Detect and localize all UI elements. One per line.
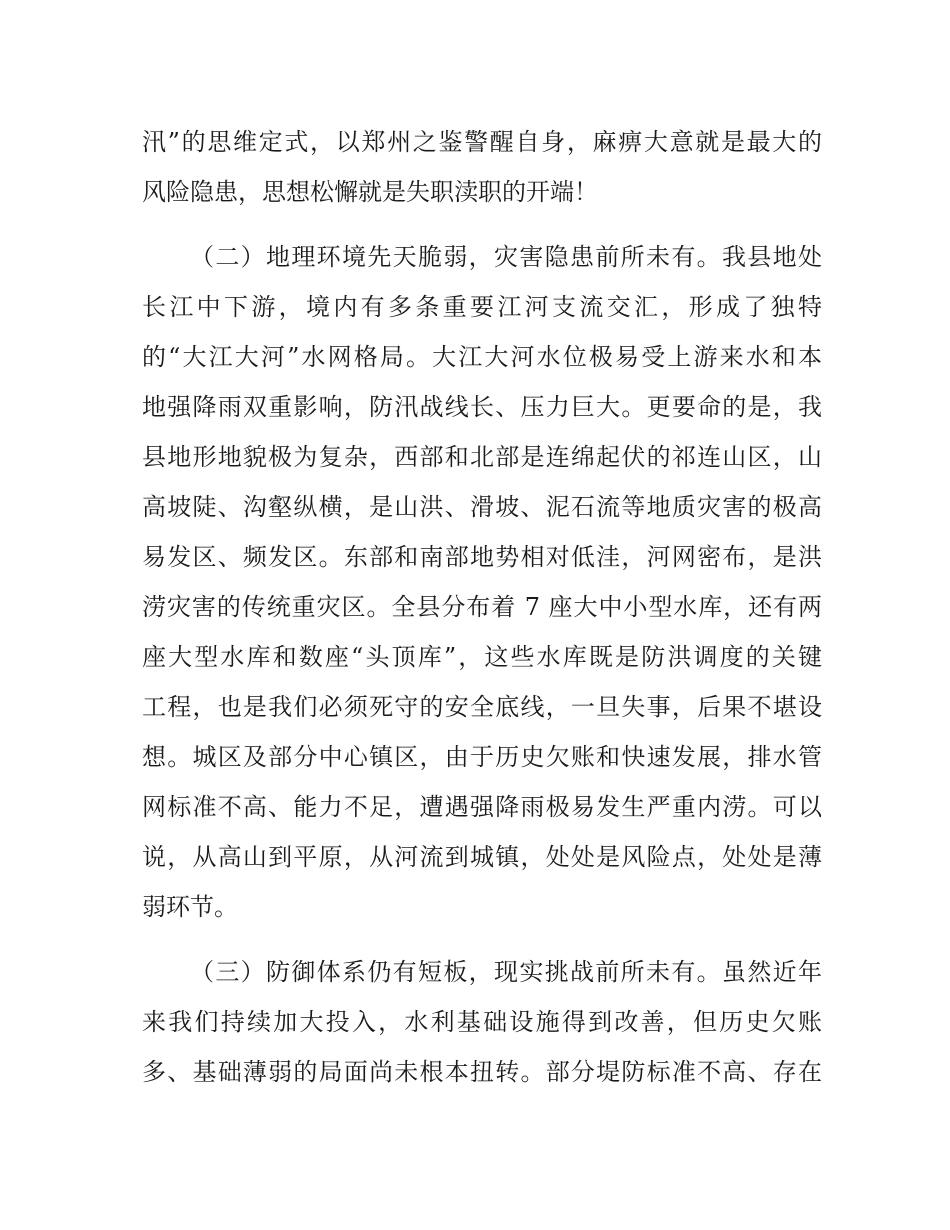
paragraph-line: 长江中下游，境内有多条重要江河支流交汇，形成了独特 [142,293,822,321]
paragraph-line: 说，从高山到平原，从河流到城镇，处处是风险点，处处是薄 [142,843,822,871]
paragraph-line: 涝灾害的传统重灾区。全县分布着 7 座大中小型水库，还有两 [142,593,822,621]
paragraph-line: 风险隐患，思想松懈就是失职渎职的开端！ [142,178,598,206]
paragraph-line: 高坡陡、沟壑纵横，是山洪、滑坡、泥石流等地质灾害的极高 [142,493,822,521]
paragraph-line: 弱环节。 [142,893,238,921]
section-heading-line: （二）地理环境先天脆弱，灾害隐患前所未有。我县地处 [190,243,822,271]
paragraph-line: 县地形地貌极为复杂，西部和北部是连绵起伏的祁连山区，山 [142,443,822,471]
paragraph-line: 的“大江大河”水网格局。大江大河水位极易受上游来水和本 [142,343,822,371]
section-heading-line: （三）防御体系仍有短板，现实挑战前所未有。虽然近年 [190,958,822,986]
paragraph-line: 网标准不高、能力不足，遭遇强降雨极易发生严重内涝。可以 [142,793,822,821]
paragraph-line: 汛”的思维定式，以郑州之鉴警醒自身，麻痹大意就是最大的 [142,128,822,156]
paragraph-line: 地强降雨双重影响，防汛战线长、压力巨大。更要命的是，我 [142,393,822,421]
paragraph-line: 来我们持续加大投入，水利基础设施得到改善，但历史欠账 [142,1008,822,1036]
paragraph-line: 易发区、频发区。东部和南部地势相对低洼，河网密布，是洪 [142,543,822,571]
paragraph-line: 多、基础薄弱的局面尚未根本扭转。部分堤防标准不高、存在 [142,1058,822,1086]
paragraph-line: 座大型水库和数座“头顶库”，这些水库既是防洪调度的关键 [142,643,822,671]
paragraph-line: 工程，也是我们必须死守的安全底线，一旦失事，后果不堪设 [142,693,822,721]
paragraph-line: 想。城区及部分中心镇区，由于历史欠账和快速发展，排水管 [142,743,822,771]
